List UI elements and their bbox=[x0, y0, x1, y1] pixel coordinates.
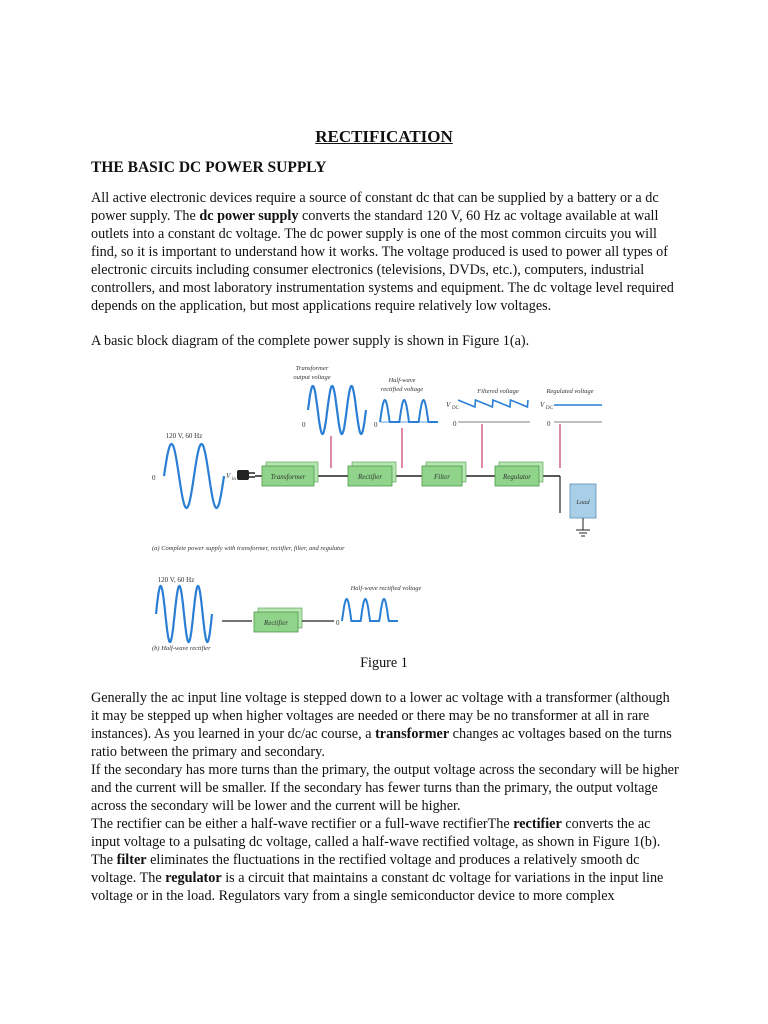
vin-sub-label: in bbox=[232, 477, 236, 482]
zero-label: 0 bbox=[547, 420, 551, 428]
figure-caption: Figure 1 bbox=[360, 655, 408, 671]
plug-body bbox=[237, 470, 249, 480]
halfwave-output-waveform bbox=[380, 400, 438, 422]
label-input-voltage: 120 V, 60 Hz bbox=[165, 432, 203, 440]
bold-term: filter bbox=[116, 852, 147, 868]
zero-label: 0 bbox=[152, 474, 156, 482]
vdc-sub-label: DC bbox=[452, 406, 459, 411]
text-run: If the secondary has more turns than the primary, the output voltage across the secondary will be higher and the current will be smaller. If the secondary has fewer turns than the primary, the output voltage across the secondary will be lower and the current will be higher. bbox=[91, 762, 679, 814]
paragraph-explanation bbox=[91, 689, 681, 905]
halfwave-output-waveform-b bbox=[342, 599, 398, 621]
zero-label: 0 bbox=[453, 420, 457, 428]
vin-label: V bbox=[226, 472, 231, 480]
caption-part-a: (a) Complete power supply with transformer, rectifier, filter, and regulator bbox=[152, 545, 345, 552]
vdc-label: V bbox=[540, 401, 545, 409]
label-regulated: Regulated voltage bbox=[546, 388, 594, 395]
text-run: converts the standard 120 V, 60 Hz ac voltage available at wall outlets into a constant dc voltage. The dc power supply is one of the most common circuits you will find, so it is important to understand how it works. The voltage produced is used to power all types of electronic circuits including consumer electronics (televisions, DVDs, etc.), computers, industrial controllers, and most laboratory instrumentation systems and equipment. The dc voltage level required depends on the application, but most applications require relatively low voltages. bbox=[91, 208, 674, 314]
bold-term: transformer bbox=[375, 726, 450, 742]
block-load-label: Load bbox=[576, 499, 590, 506]
zero-label: 0 bbox=[302, 421, 306, 429]
label-halfwave-2: rectified voltage bbox=[380, 386, 424, 393]
block-filter-label: Filter bbox=[434, 473, 450, 481]
label-input-voltage-b: 120 V, 60 Hz bbox=[157, 576, 195, 584]
text-run: Generally the ac input line voltage is stepped down to a lower ac voltage with a transformer (although it may be stepped up when higher voltages are needed or there may be no transformer at all in rare instances). As you learned in your dc/ac course, a bbox=[91, 690, 670, 742]
zero-label: 0 bbox=[336, 619, 340, 627]
transformer-output-waveform bbox=[308, 386, 366, 434]
power-supply-diagram bbox=[140, 358, 620, 656]
label-halfwave: Half-wave bbox=[388, 377, 416, 384]
label-halfwave-b: Half-wave rectified voltage bbox=[350, 585, 422, 592]
block-rectifier-label: Rectifier bbox=[357, 473, 383, 481]
text-run: The bbox=[91, 852, 117, 868]
block-transformer-label: Transformer bbox=[270, 473, 306, 481]
text-run: All active electronic devices require a source of constant dc that can be supplied by a battery or a dc power supply. The bbox=[91, 190, 659, 224]
input-ac-waveform bbox=[164, 444, 224, 508]
vdc-label: V bbox=[446, 401, 451, 409]
text-run: converts the ac input voltage to a pulsating dc voltage, called a half-wave rectified voltage, as shown in Figure 1(b). bbox=[91, 816, 661, 850]
caption-part-b: (b) Half-wave rectifier bbox=[152, 645, 211, 652]
paragraph-intro bbox=[91, 189, 681, 315]
block-regulator-label: Regulator bbox=[503, 473, 531, 481]
figure-power-supply bbox=[140, 358, 620, 656]
label-transformer-output-2: output voltage bbox=[293, 374, 331, 381]
paragraph-block-diagram: A basic block diagram of the complete power supply is shown in Figure 1(a). bbox=[91, 333, 530, 349]
text-run: The rectifier can be either a half-wave rectifier or a full-wave rectifierThe bbox=[91, 816, 514, 832]
text-run: eliminates the fluctuations in the rectified voltage and produces a relatively smooth dc voltage. The bbox=[91, 852, 640, 886]
label-filtered: Filtered voltage bbox=[477, 388, 519, 395]
vdc-sub-label: DC bbox=[546, 406, 553, 411]
input-ac-waveform-b bbox=[156, 586, 212, 642]
text-run: changes ac voltages based on the turns ratio between the primary and secondary. bbox=[91, 726, 672, 760]
document-title: RECTIFICATION bbox=[315, 127, 453, 146]
block-rectifier-b-label: Rectifier bbox=[263, 619, 289, 627]
bold-term: regulator bbox=[165, 870, 222, 886]
bold-term: rectifier bbox=[513, 816, 562, 832]
zero-label: 0 bbox=[374, 421, 378, 429]
bold-term: dc power supply bbox=[199, 208, 299, 224]
section-heading: THE BASIC DC POWER SUPPLY bbox=[91, 159, 327, 176]
label-transformer-output: Transformer bbox=[295, 365, 329, 372]
text-run: is a circuit that maintains a constant dc voltage for variations in the input line voltage or in the load. Regulators vary from a single semiconductor device to more complex bbox=[91, 870, 664, 904]
filtered-waveform bbox=[458, 400, 528, 407]
